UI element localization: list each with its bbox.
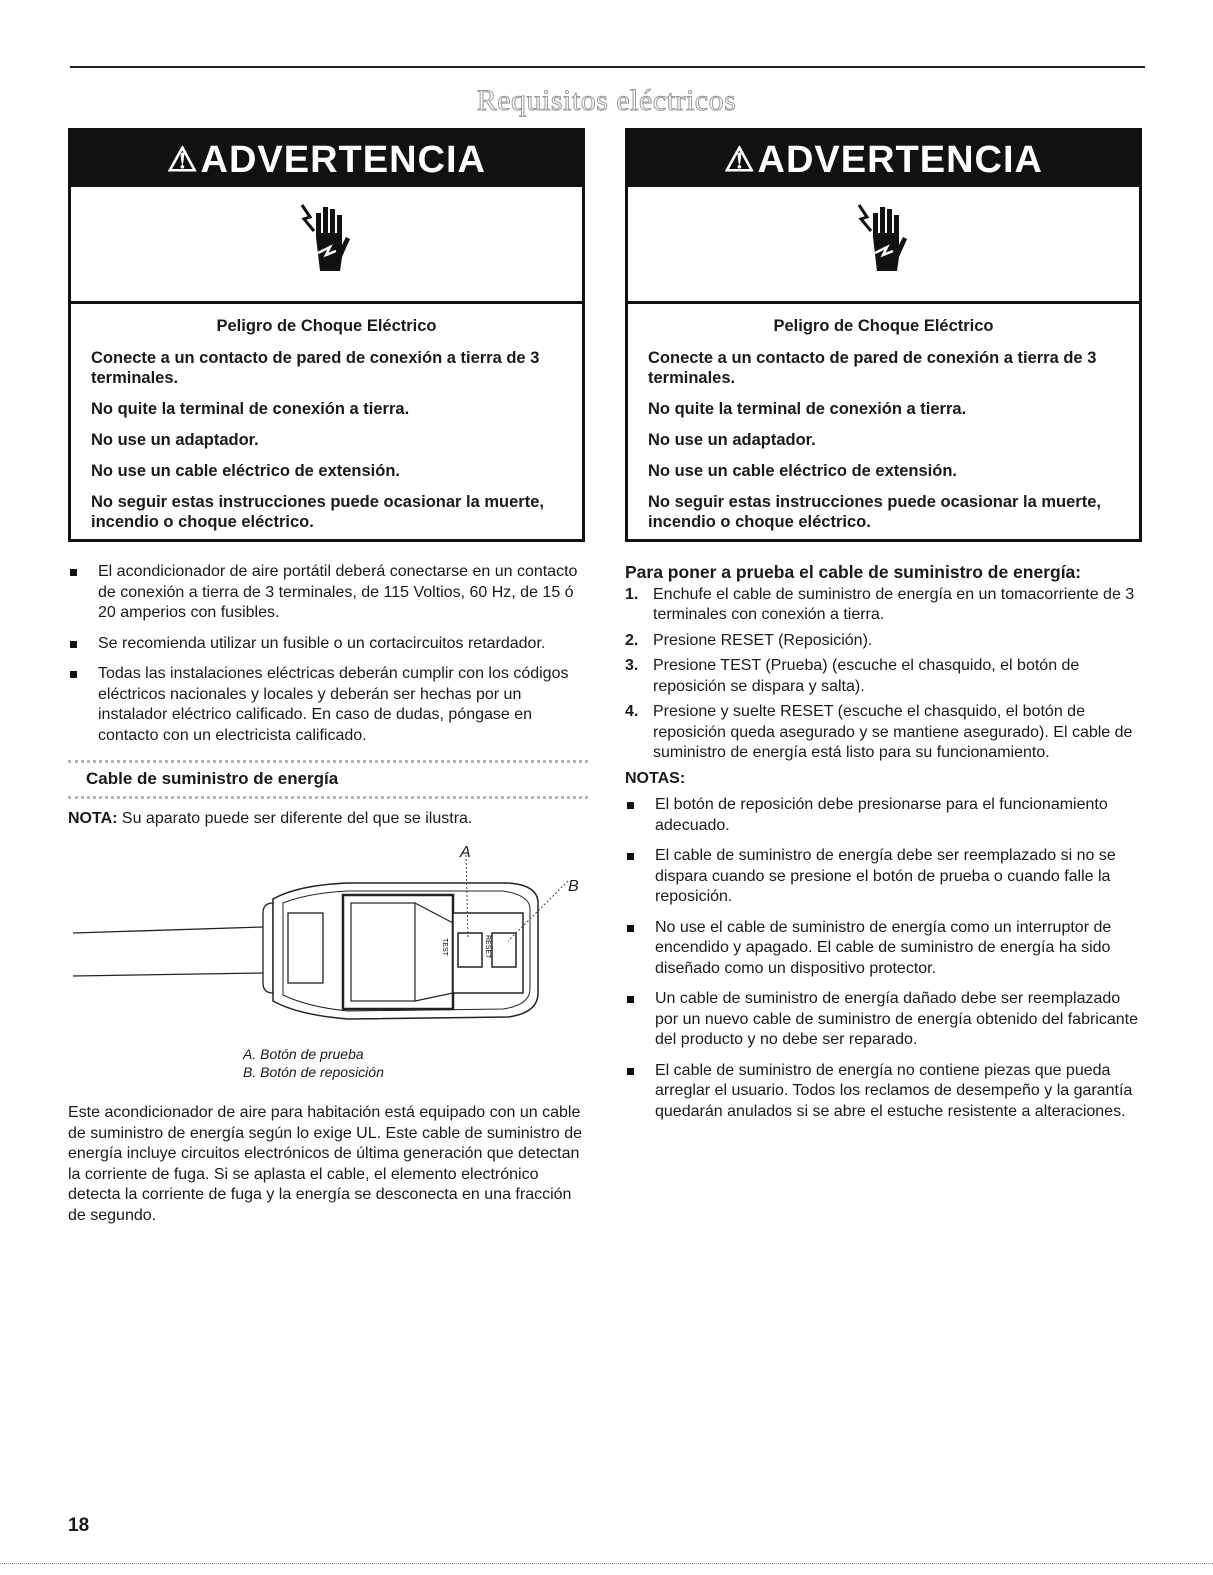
warning-body — [628, 304, 1139, 532]
power-cord-plug-illustration — [68, 843, 588, 1043]
hazard-title: Peligro de Choque Eléctrico — [216, 317, 437, 335]
list-item: El cable de suministro de energía no contiene piezas que pueda arreglar el usuario. Todos los reclamos de desempeño y la garantía quedarán anulados si se abre el estuche resistente a alteraciones. — [625, 1061, 1145, 1123]
step-number: 2. — [625, 631, 639, 649]
step-text: Presione RESET (Reposición). — [653, 631, 873, 649]
subheading: Cable de suministro de energía — [68, 760, 588, 799]
figure-caption — [68, 1045, 588, 1081]
warning-box-left — [68, 128, 585, 542]
test-steps — [625, 585, 1145, 764]
step-item — [625, 585, 1145, 626]
test-heading: Para poner a prueba el cable de suministro de energía: — [625, 562, 1082, 582]
warning-triangle-icon: ⚠ — [724, 141, 756, 179]
warning-line: No use un cable eléctrico de extensión. — [91, 462, 401, 480]
warning-header — [71, 131, 582, 187]
warning-header-text: ADVERTENCIA — [757, 139, 1043, 181]
step-item — [625, 631, 1145, 652]
warning-header — [628, 131, 1139, 187]
step-text: Presione y suelte RESET (escuche el chasquido, el botón de reposición queda asegurado y se mantiene asegurado). El cable de suministro de energía está listo para su funcionamiento. — [653, 703, 1133, 761]
warning-line: No use un adaptador. — [91, 431, 259, 449]
power-cord-figure — [68, 843, 588, 1043]
list-item: El botón de reposición debe presionarse para el funcionamiento adecuado. — [625, 795, 1145, 836]
warning-line: Conecte a un contacto de pared de conexión a tierra de 3 terminales. — [648, 349, 1097, 387]
warning-line: No seguir estas instrucciones puede ocasionar la muerte, incendio o choque eléctrico. — [91, 493, 544, 531]
warning-body — [71, 304, 582, 532]
warning-line: No seguir estas instrucciones puede ocasionar la muerte, incendio o choque eléctrico. — [648, 493, 1101, 531]
callout-b: B — [568, 878, 579, 895]
caption-b: B. Botón de reposición — [243, 1064, 384, 1080]
warning-line: No quite la terminal de conexión a tierra. — [648, 400, 967, 418]
warning-icon-area — [628, 187, 1139, 304]
warning-line: No use un adaptador. — [648, 431, 816, 449]
electric-shock-hand-icon — [853, 201, 913, 281]
warning-header-text: ADVERTENCIA — [200, 139, 486, 181]
left-column — [68, 562, 588, 1226]
top-rule — [70, 66, 1145, 68]
notes-list — [625, 795, 1145, 1122]
step-number: 3. — [625, 657, 639, 674]
warning-triangle-icon: ⚠ — [167, 141, 199, 179]
step-item — [625, 702, 1145, 764]
cord-description: Este acondicionador de aire para habitación está equipado con un cable de suministro de energía según lo exige UL. Este cable de suministro de energía incluye circuitos electrónicos de última generación que detectan la corriente de fuga. Si se aplasta el cable, el elemento electrónico detecta la corriente de fuga y la energía se desconecta en una fracción de segundo. — [68, 1104, 583, 1224]
section-title: Requisitos eléctricos — [476, 84, 737, 117]
list-item: Todas las instalaciones eléctricas deberán cumplir con los códigos eléctricos nacionales y locales y deberán ser hechas por un instalador eléctrico calificado. En caso de dudas, póngase en contacto con un electricista calificado. — [68, 664, 588, 746]
nota-text: Su aparato puede ser diferente del que se ilustra. — [117, 809, 473, 827]
list-item: El acondicionador de aire portátil deberá conectarse en un contacto de conexión a tierra de 3 terminales, de 115 Voltios, 60 Hz, de 15 ó 20 amperios con fusibles. — [68, 562, 588, 624]
warning-line: No use un cable eléctrico de extensión. — [648, 462, 958, 480]
notas-label: NOTAS: — [625, 769, 686, 787]
step-text: Enchufe el cable de suministro de energía en un tomacorriente de 3 terminales con conexión a tierra. — [653, 585, 1135, 623]
step-item — [625, 656, 1145, 697]
page-number: 18 — [68, 1515, 90, 1536]
requirements-list — [68, 562, 588, 746]
warning-line: No quite la terminal de conexión a tierra. — [91, 400, 410, 418]
callout-a: A — [460, 844, 471, 861]
bottom-rule — [0, 1563, 1213, 1565]
warning-line: Conecte a un contacto de pared de conexión a tierra de 3 terminales. — [91, 349, 540, 387]
step-number: 4. — [625, 703, 639, 720]
step-number: 1. — [625, 585, 639, 603]
list-item: El cable de suministro de energía debe ser reemplazado si no se dispara cuando se presione el botón de prueba o cuando falle la reposición. — [625, 846, 1145, 908]
electric-shock-hand-icon — [296, 201, 356, 281]
list-item: No use el cable de suministro de energía como un interruptor de encendido y apagado. El cable de suministro de energía ha sido diseñado como un dispositivo protector. — [625, 918, 1145, 980]
list-item: Se recomienda utilizar un fusible o un cortacircuitos retardador. — [68, 634, 588, 655]
hazard-title: Peligro de Choque Eléctrico — [773, 317, 994, 335]
nota — [68, 809, 588, 830]
nota-label: NOTA: — [68, 809, 118, 827]
caption-a: A. Botón de prueba — [243, 1046, 364, 1062]
warning-box-right — [625, 128, 1142, 542]
step-text: Presione TEST (Prueba) (escuche el chasquido, el botón de reposición se dispara y salta). — [653, 657, 1080, 695]
reset-button-text: RESET — [484, 935, 491, 959]
test-button-text: TEST — [441, 938, 448, 956]
right-column — [625, 562, 1145, 1132]
warning-icon-area — [71, 187, 582, 304]
list-item: Un cable de suministro de energía dañado debe ser reemplazado por un nuevo cable de suministro de energía obtenido del fabricante del producto y no debe ser reparado. — [625, 989, 1145, 1051]
